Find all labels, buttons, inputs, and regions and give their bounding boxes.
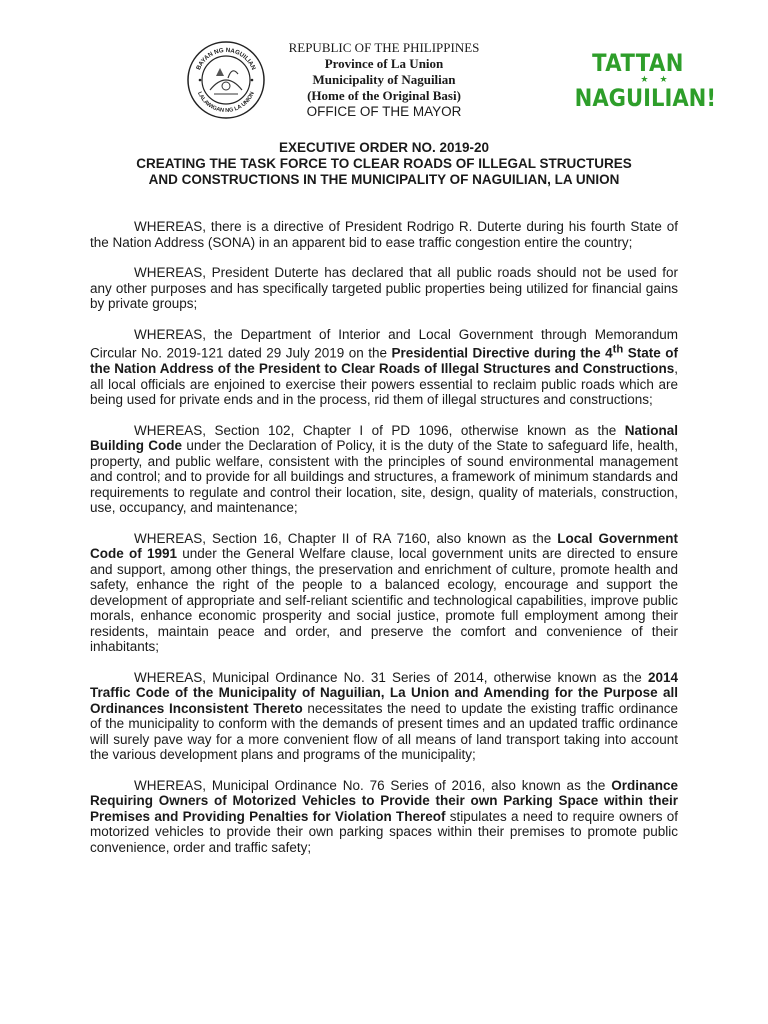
order-title-line1: CREATING THE TASK FORCE TO CLEAR ROADS OF ILLEGAL STRUCTURES — [136, 156, 632, 171]
p7-bold: Ordinance Requiring Owners of Motorized Vehicles to Provide their own Parking Space within their Premises and Providing Penalties for Violation Thereof — [90, 777, 678, 824]
p4-bold: National Building Code — [90, 422, 678, 453]
p4-text-a: WHEREAS, Section 102, Chapter I of PD 1096, otherwise known as the — [134, 422, 625, 438]
p3-text-c: , all local officials are enjoined to exercise their powers essential to reclaim public roads which are being used for private ends and in the process, rid them of illegal structures and constructions; — [90, 361, 678, 407]
letterhead-republic: REPUBLIC OF THE PHILIPPINES — [288, 40, 480, 55]
p1-text: WHEREAS, there is a directive of President Rodrigo R. Duterte during his fourth State of the Nation Address (SONA) in an apparent bid to ease traffic congestion entire the country; — [90, 219, 678, 250]
whereas-paragraph-3 — [90, 327, 678, 408]
order-number: EXECUTIVE ORDER NO. 2019-20 — [278, 140, 490, 155]
p7-text-c: stipulates a need to require owners of motorized vehicles to provide their own parking spaces within their premises to promote public convenience, order and traffic safety; — [90, 808, 678, 855]
whereas-paragraph-2 — [90, 265, 678, 312]
p5-text-c: under the General Welfare clause, local government units are directed to ensure and support, among other things, the preservation and enrichment of culture, promote health and safety, enhance the right of the people to a balanced ecology, encourage and support the development of appropriate and self-reliant scientific and technological capabilities, improve public morals, enhance economic prosperity and social justice, promote full employment among their residents, maintain peace and order, and preserve the comfort and convenience of their inhabitants; — [90, 546, 678, 654]
letterhead-office: OFFICE OF THE MAYOR — [306, 104, 462, 119]
letterhead-tagline: (Home of the Original Basi) — [307, 88, 461, 103]
p5-text-a: WHEREAS, Section 16, Chapter II of RA 7160, also known as the — [134, 530, 558, 546]
p6-text-c: necessitates the need to update the existing traffic ordinance of the municipality to conform with the demands of present times and an updated traffic ordinance will surely pave way for a more convenient flow of all means of land transport taking into account the various development plans and programs of the municipality; — [90, 700, 678, 762]
whereas-paragraph-6 — [90, 670, 678, 763]
p3-bold-1: Presidential Directive during the 4 — [391, 345, 613, 361]
p4-text-c: under the Declaration of Policy, it is the duty of the State to safeguard life, health, property, and public welfare, consistent with the principles of sound environmental management and control; and to provide for all buildings and structures, a framework of minimum standards and requirements to regulate and control their location, site, design, quality of materials, construction, use, occupancy, and maintenance; — [90, 438, 678, 515]
p3-bold-2: State of the Nation Address of the President to Clear Roads of Illegal Structures and Constructions — [90, 345, 678, 376]
whereas-paragraph-1 — [90, 219, 678, 250]
tattan-naguilian-logo — [566, 49, 716, 112]
p7-text-a: WHEREAS, Municipal Ordinance No. 76 Series of 2016, also known as the — [134, 777, 612, 793]
logo-line2: NAGUILIAN! — [574, 84, 716, 112]
order-title-line2: AND CONSTRUCTIONS IN THE MUNICIPALITY OF NAGUILIAN, LA UNION — [148, 172, 620, 187]
order-title-block — [90, 140, 678, 188]
whereas-paragraph-4 — [90, 423, 678, 516]
whereas-paragraph-7 — [90, 778, 678, 856]
seal-text-top: BAYAN NG NAGUILIAN — [195, 46, 257, 72]
letterhead-province: Province of La Union — [324, 56, 444, 71]
logo-stars-icon: ★ ★ — [640, 75, 672, 85]
p2-text: WHEREAS, President Duterte has declared that all public roads should not be used for any other purposes and has specifically targeted public properties being utilized for financial gains by private groups; — [90, 265, 678, 311]
letterhead — [240, 40, 528, 120]
p5-bold: Local Government Code of 1991 — [90, 530, 678, 561]
p3-superscript: th — [612, 343, 624, 355]
seal-text-bottom: LALAWIGAN NG LA UNION — [196, 90, 256, 115]
p3-text-a: WHEREAS, the Department of Interior and Local Government through Memorandum Circular No. 2019-121 dated 29 July 2019 on the — [90, 326, 678, 361]
letterhead-municipality: Municipality of Naguilian — [312, 72, 456, 87]
logo-line1: TATTAN — [592, 49, 684, 77]
whereas-paragraph-5 — [90, 531, 678, 655]
p6-bold: 2014 Traffic Code of the Municipality of Naguilian, La Union and Amending for the Purpose all Ordinances Inconsistent Thereto — [90, 669, 678, 716]
p6-text-a: WHEREAS, Municipal Ordinance No. 31 Series of 2014, otherwise known as the — [134, 669, 648, 685]
order-body — [90, 219, 678, 870]
